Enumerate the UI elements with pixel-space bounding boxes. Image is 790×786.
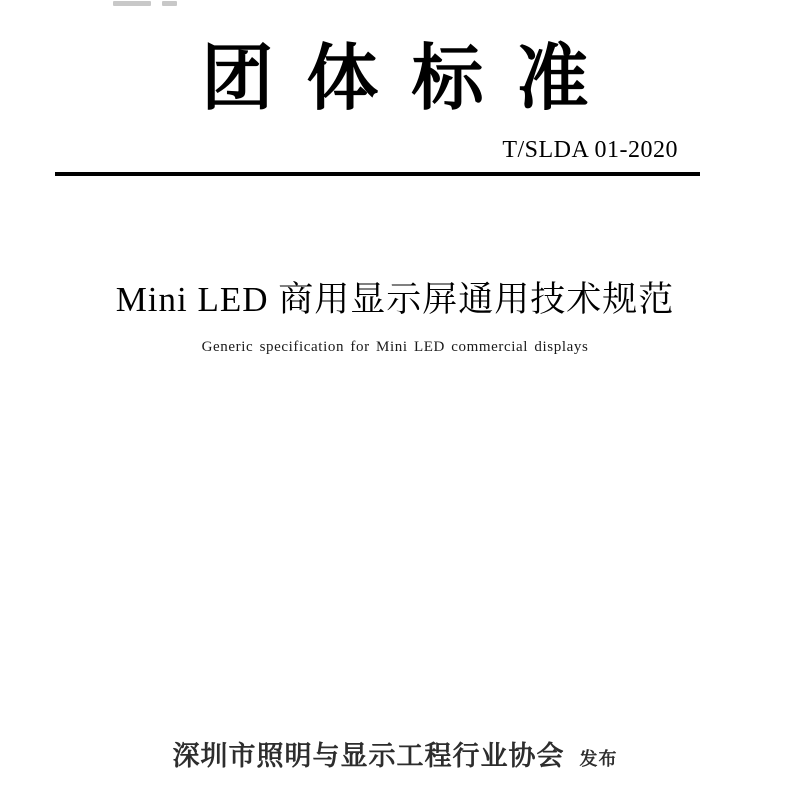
footer [0,739,790,774]
clipped-text-fragment [113,0,177,7]
header-rule [55,172,700,176]
standard-code: T/SLDA 01-2020 [502,137,678,163]
issuer-name: 深圳市照明与显示工程行业协会 [172,741,565,771]
document-title-cn: Mini LED 商用显示屏通用技术规范 [115,280,675,319]
clipped-text-blob [113,1,151,6]
standard-category-title: 团体标准 [201,39,622,119]
clipped-text-blob [162,1,177,6]
document-title-en: Generic specification for Mini LED commercial displays [201,339,589,355]
release-label: 发布 [579,749,618,769]
